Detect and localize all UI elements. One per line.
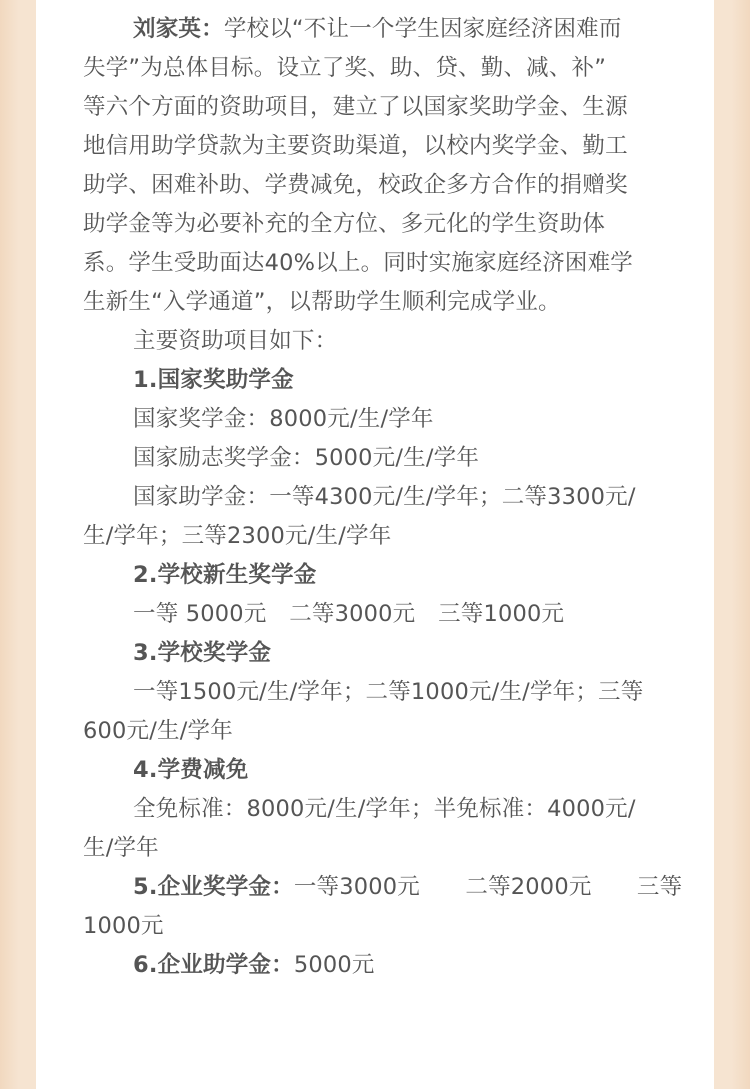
section-heading-6: 6.企业助学金： (133, 952, 294, 978)
section-heading-5: 5.企业奖学金： (133, 874, 294, 900)
section-heading-3: 3.学校奖学金 (133, 640, 272, 666)
section-4-item-1-line-1: 全免标准：8000元/生/学年；半免标准：4000元/ (133, 796, 636, 822)
section-6-text: 5000元 (293, 952, 375, 978)
paragraph-line-7: 系。学生受助面达40%以上。同时实施家庭经济困难学 (83, 250, 634, 276)
paragraph-line-2: 失学”为总体目标。设立了奖、助、贷、勤、减、补” (83, 55, 607, 81)
paragraph-line-4: 地信用助学贷款为主要资助渠道，以校内奖学金、勤工 (83, 133, 628, 159)
paragraph-line-5: 助学、困难补助、学费减免，校政企多方合作的捐赠奖 (83, 172, 628, 198)
section-5-text: 一等3000元 二等2000元 三等 (293, 874, 683, 900)
section-2-item-1: 一等 5000元 二等3000元 三等1000元 (133, 601, 565, 627)
section-4-item-1-line-2: 生/学年 (83, 835, 159, 861)
article-content (83, 10, 683, 985)
section-3-item-1-line-1: 一等1500元/生/学年；二等1000元/生/学年；三等 (133, 679, 644, 705)
paragraph-line-8: 生新生“入学通道”，以帮助学生顺利完成学业。 (83, 289, 561, 315)
section-5-line-2: 1000元 (83, 913, 164, 939)
section-3-item-1-line-2: 600元/生/学年 (83, 718, 233, 744)
section-1-item-3-line-1: 国家助学金：一等4300元/生/学年；二等3300元/ (133, 484, 636, 510)
section-heading-1: 1.国家奖助学金 (133, 367, 294, 393)
section-heading-4: 4.学费减免 (133, 757, 249, 783)
section-heading-2: 2.学校新生奖学金 (133, 562, 317, 588)
paragraph-line-6: 助学金等为必要补充的全方位、多元化的学生资助体 (83, 211, 606, 237)
section-1-item-3-line-2: 生/学年；三等2300元/生/学年 (83, 523, 392, 549)
section-5-line-1 (83, 868, 683, 907)
paragraph-text: 学校以“不让一个学生因家庭经济困难而 (223, 16, 622, 42)
speaker-name: 刘家英： (133, 16, 224, 42)
section-1-item-2: 国家励志奖学金：5000元/生/学年 (133, 445, 480, 471)
section-6-line (83, 946, 671, 985)
intro-line: 主要资助项目如下： (133, 328, 338, 354)
paragraph-line-1 (83, 10, 671, 49)
paragraph-line-3: 等六个方面的资助项目，建立了以国家奖助学金、生源 (83, 94, 628, 120)
section-1-item-1: 国家奖学金：8000元/生/学年 (133, 406, 434, 432)
